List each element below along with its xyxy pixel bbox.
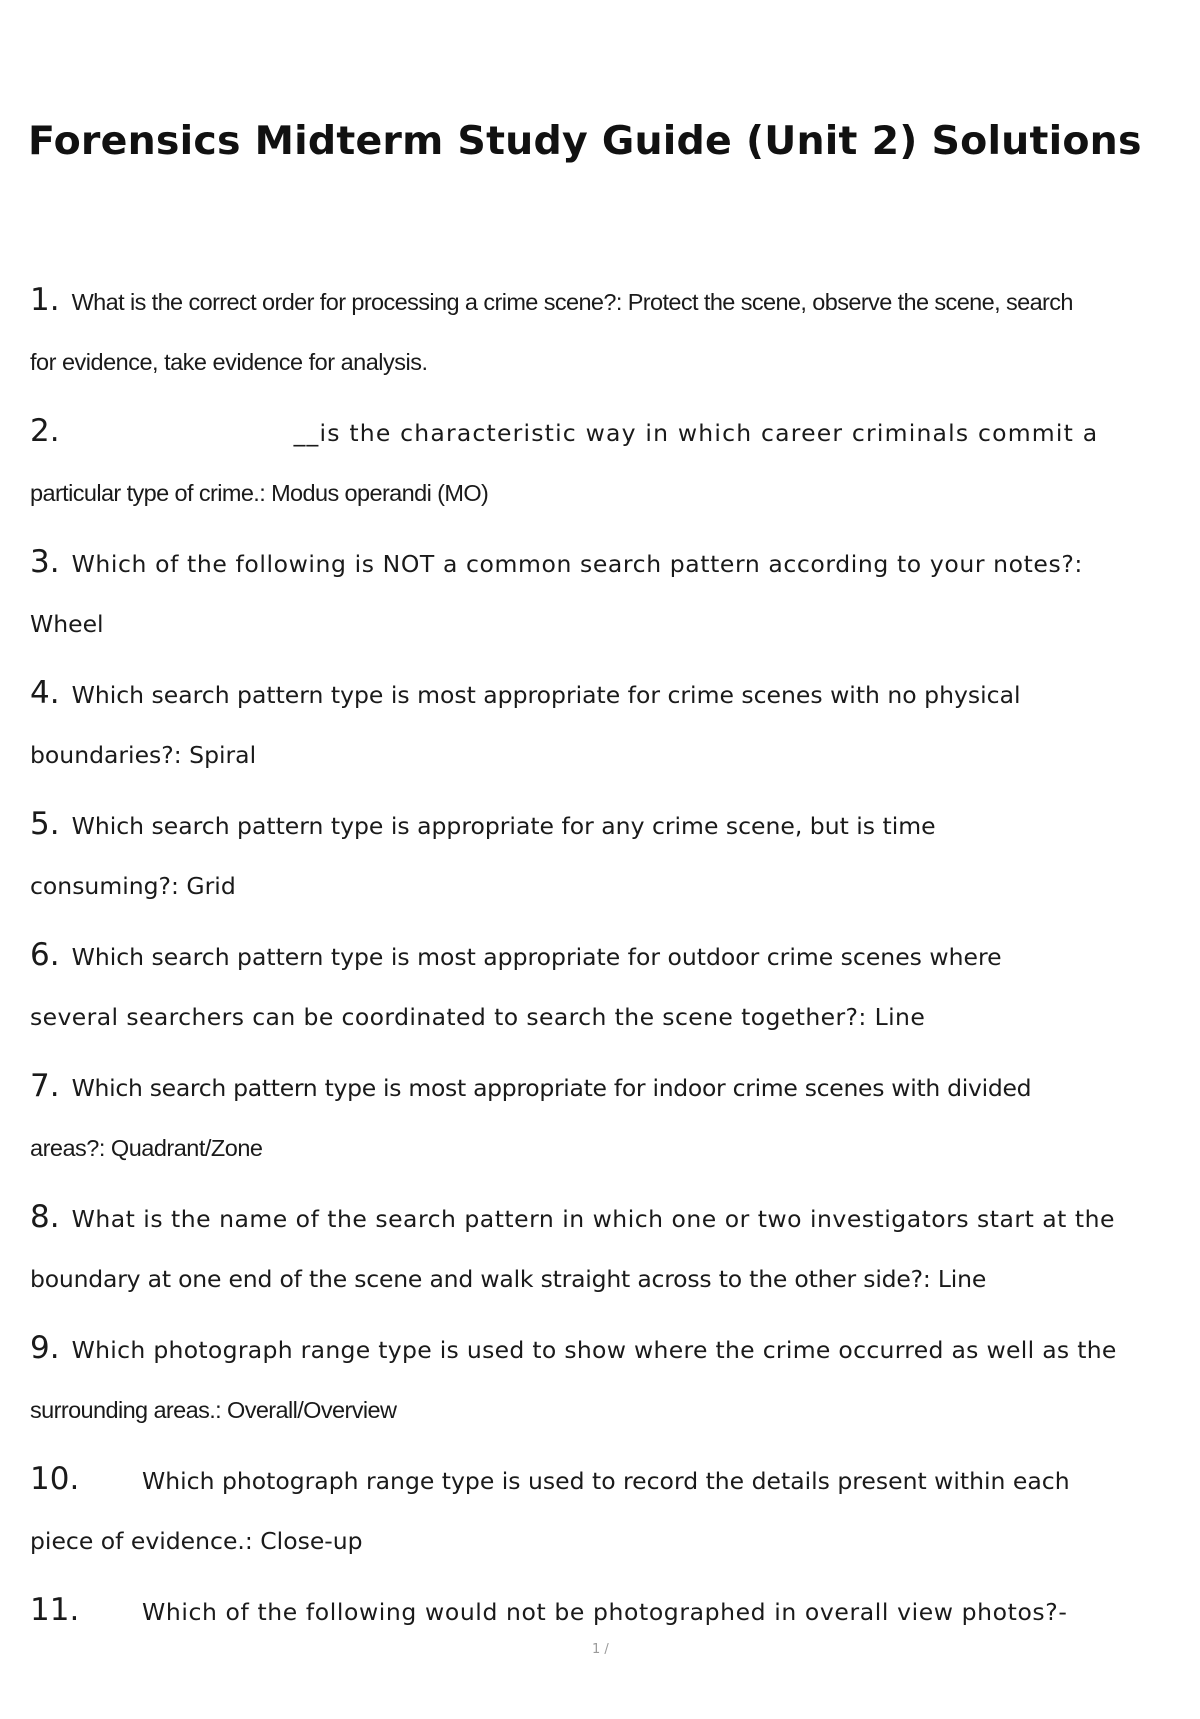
question-number: 3. — [30, 544, 60, 580]
question-7 — [30, 1064, 1180, 1195]
answer-text: consuming?: Grid — [30, 872, 236, 900]
question-text: What is the correct order for processing a crime scene?: Protect the scene, observe the scene, search — [71, 289, 1073, 315]
question-text: Which search pattern type is most appropriate for outdoor crime scenes where — [71, 943, 1002, 971]
question-number: 5. — [30, 806, 60, 842]
question-6 — [30, 933, 1180, 1064]
answer-text: for evidence, take evidence for analysis. — [30, 349, 428, 375]
question-text: What is the name of the search pattern in which one or two investigators start at the — [71, 1205, 1115, 1233]
answer-text: piece of evidence.: Close-up — [30, 1527, 363, 1555]
question-5 — [30, 802, 1180, 933]
question-number: 6. — [30, 937, 60, 973]
question-text: Which search pattern type is most appropriate for crime scenes with no physical — [71, 681, 1021, 709]
question-number: 2. — [30, 413, 60, 449]
answer-text: particular type of crime.: Modus operandi (MO) — [30, 480, 489, 506]
answer-text — [30, 1652, 1180, 1692]
document-title: Forensics Midterm Study Guide (Unit 2) Solutions — [28, 118, 1142, 164]
question-4 — [30, 671, 1180, 802]
question-number: 9. — [30, 1330, 60, 1366]
question-number: 10. — [30, 1461, 80, 1497]
question-8 — [30, 1195, 1180, 1326]
question-number: 1. — [30, 282, 60, 318]
answer-text: boundary at one end of the scene and walk straight across to the other side?: Line — [30, 1265, 987, 1293]
answer-text: surrounding areas.: Overall/Overview — [30, 1397, 397, 1423]
question-number: 8. — [30, 1199, 60, 1235]
question-text: Which of the following is NOT a common search pattern according to your notes?: — [71, 550, 1083, 578]
answer-text: boundaries?: Spiral — [30, 741, 257, 769]
question-10 — [30, 1457, 1180, 1588]
question-text: Which of the following would not be photographed in overall view photos?- — [142, 1598, 1068, 1626]
question-3 — [30, 540, 1180, 671]
question-1 — [30, 278, 1180, 409]
question-number: 7. — [30, 1068, 60, 1104]
question-number: 4. — [30, 675, 60, 711]
question-text: __is the characteristic way in which career criminals commit a — [293, 419, 1099, 447]
answer-text: several searchers can be coordinated to search the scene together?: Line — [30, 1003, 926, 1031]
answer-text: areas?: Quadrant/Zone — [30, 1135, 263, 1161]
question-text: Which search pattern type is appropriate for any crime scene, but is time — [71, 812, 936, 840]
answer-text: Wheel — [30, 610, 104, 638]
question-text: Which search pattern type is most appropriate for indoor crime scenes with divided — [71, 1074, 1032, 1102]
page-number: 1 / — [592, 1642, 609, 1657]
question-9 — [30, 1326, 1180, 1457]
question-list — [30, 278, 1180, 1719]
question-number: 11. — [30, 1592, 80, 1628]
question-text: Which photograph range type is used to record the details present within each — [142, 1467, 1070, 1495]
question-2 — [30, 409, 1180, 540]
question-text: Which photograph range type is used to show where the crime occurred as well as the — [71, 1336, 1117, 1364]
